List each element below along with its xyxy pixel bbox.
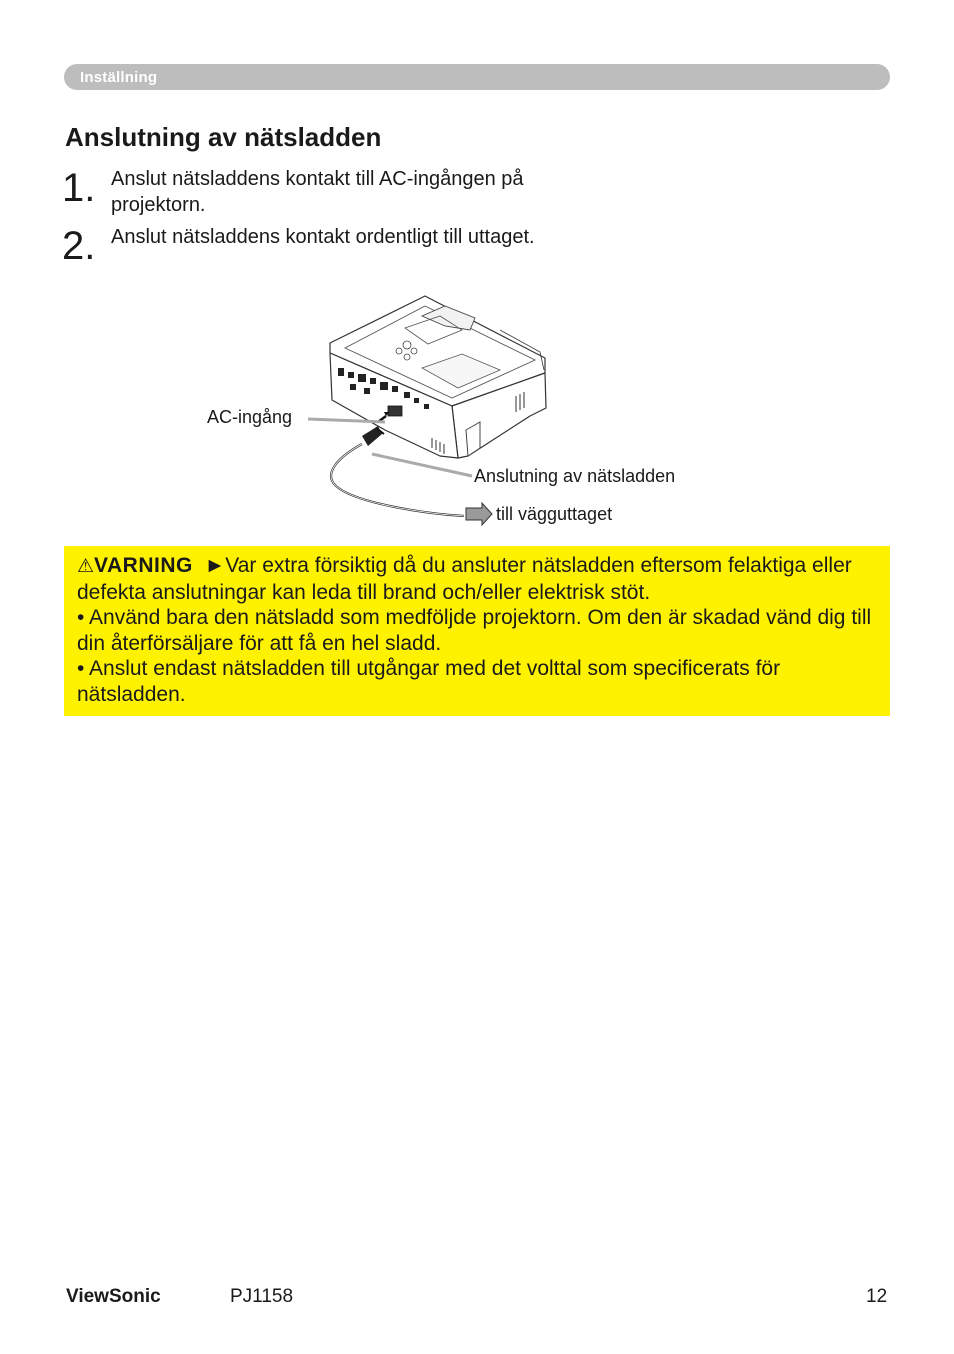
- wall-outlet-label: till vägguttaget: [496, 504, 613, 524]
- section-label: Inställning: [80, 69, 158, 86]
- step-1-number: 1.: [62, 166, 96, 210]
- warning-text: [77, 553, 882, 707]
- warning-heading: VARNING: [94, 554, 193, 577]
- warning-bullet-2: • Anslut endast nätsladden till utgångar med det volttal som specificerats för nätsladden.: [77, 657, 781, 706]
- footer-brand: ViewSonic: [66, 1286, 161, 1307]
- warning-marker-icon: ►: [204, 554, 226, 577]
- step-1-text: Anslut nätsladdens kontakt till AC-ingången på projektorn.: [111, 168, 524, 216]
- warning-bullet-1: • Använd bara den nätsladd som medföljde projektorn. Om den är skadad vänd dig till din återförsäljare för att få en hel sladd.: [77, 606, 872, 655]
- step-2-number: 2.: [62, 224, 96, 268]
- section-header-bar: [64, 64, 890, 90]
- ac-input-label: AC-ingång: [207, 407, 293, 427]
- footer-model: PJ1158: [230, 1286, 294, 1307]
- page-number: 12: [866, 1286, 888, 1307]
- warning-triangle-icon: ⚠: [77, 556, 95, 577]
- power-cord-label: Anslutning av nätsladden: [474, 466, 676, 486]
- step-2-text: Anslut nätsladdens kontakt ordentligt till uttaget.: [111, 226, 535, 248]
- warning-box: [64, 546, 890, 716]
- projector-connection-figure: [200, 288, 760, 533]
- page-title: Anslutning av nätsladden: [65, 122, 382, 152]
- warning-intro: [77, 553, 882, 605]
- warning-intro-text: Var extra försiktig då du ansluter nätsladden eftersom felaktiga eller defekta anslutningar kan leda till brand och/eller elektrisk stöt.: [77, 554, 852, 604]
